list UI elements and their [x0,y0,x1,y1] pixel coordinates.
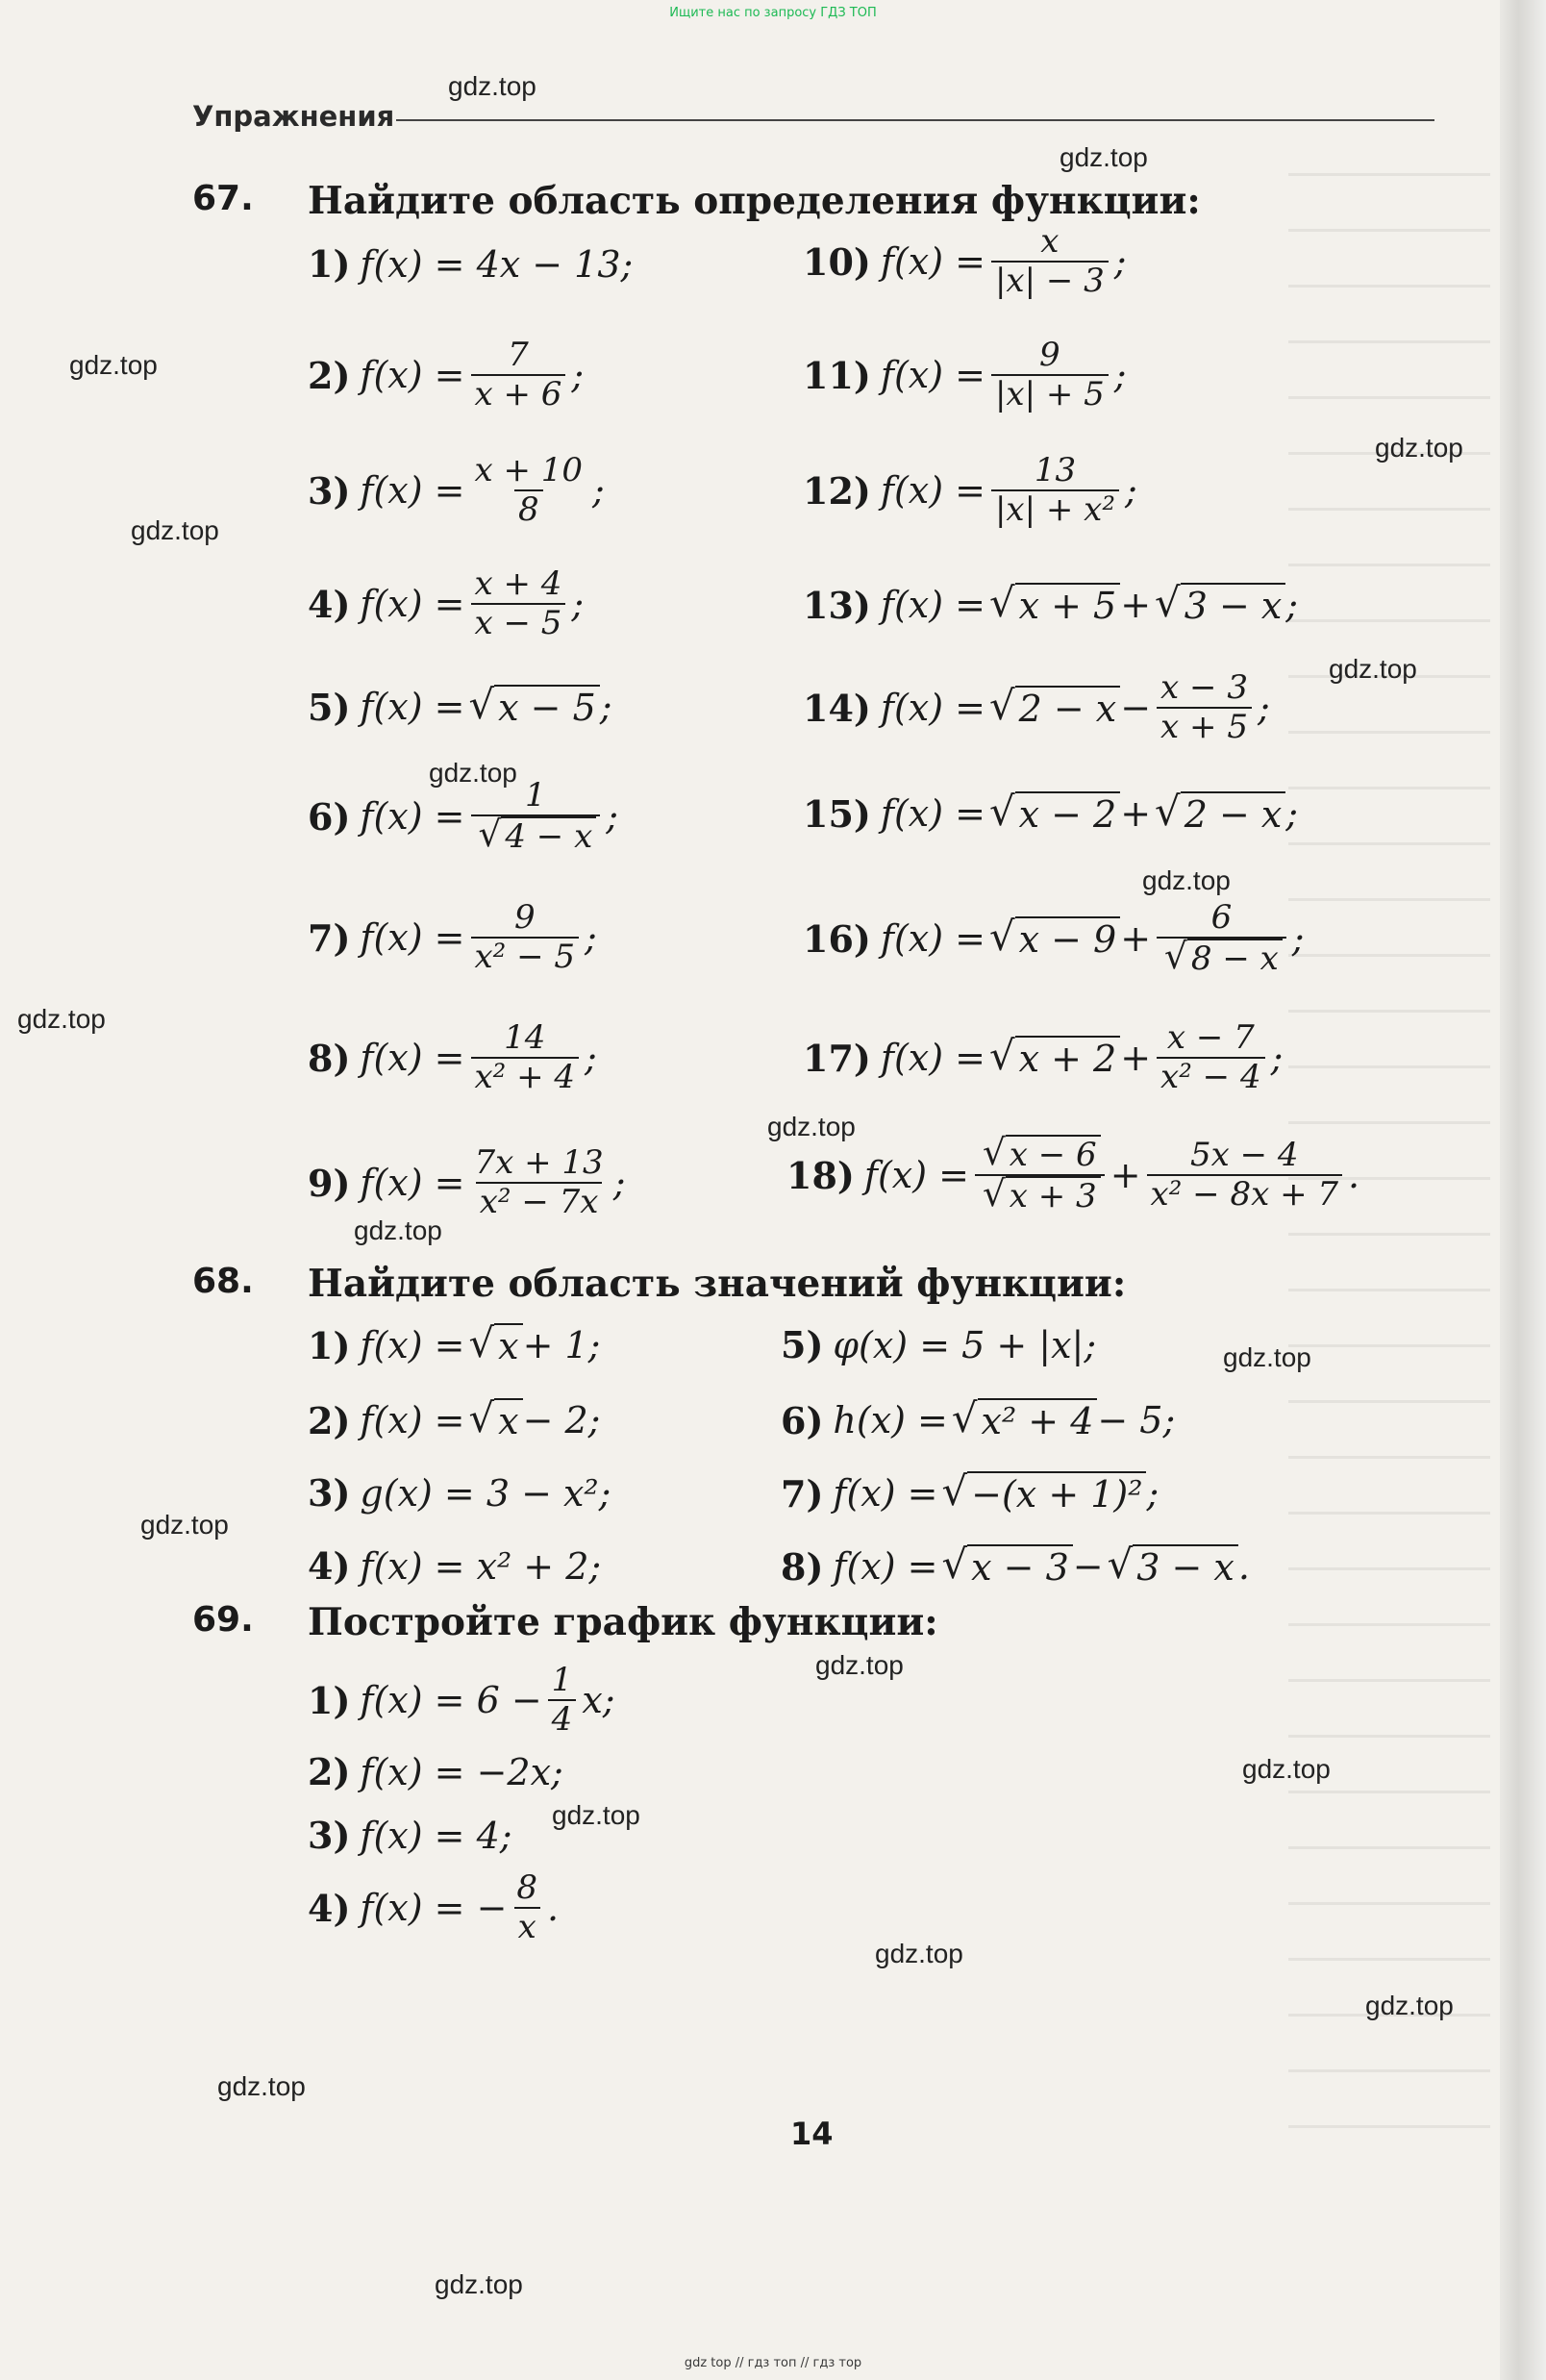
radical [988,913,1120,962]
numerator: x + 4 [474,564,562,603]
sqrt-icon: √ [982,1131,1006,1173]
item-label: 3) [308,1471,351,1515]
radical [1155,579,1285,627]
radicand: x + 5 [1015,583,1121,627]
radicand: 2 − x [1181,791,1286,836]
item-label: 11) [803,353,871,397]
formula-tail: ; [1257,687,1270,730]
exercise-item [308,1394,601,1442]
formula-lhs: f(x) = [360,1324,465,1366]
watermark: gdz.top [435,2269,523,2299]
item-label: 9) [308,1161,351,1205]
watermark: gdz.top [1223,1342,1311,1372]
denominator: x − 5 [471,603,566,642]
exercise-item [803,669,1270,746]
formula-operator: + [1120,792,1152,835]
formula: f(x) = −2x; [360,1750,563,1793]
denominator: x² − 7x [476,1182,603,1221]
exercise-item [781,1541,1250,1589]
sqrt-icon: √ [1155,579,1181,626]
sqrt-icon: √ [988,1032,1015,1080]
numerator: x [1040,222,1060,261]
exercise-item [781,1323,1096,1366]
radical [982,1172,1101,1216]
denominator: 4 [548,1699,577,1739]
item-label: 14) [803,686,871,730]
item-label: 3) [308,468,351,513]
formula-lhs: f(x) = [880,469,985,513]
item-label: 7) [308,915,351,960]
denominator: |x| − 3 [991,261,1109,300]
formula-lhs: f(x) = [880,354,985,397]
watermark: gdz.top [354,1215,442,1245]
denominator: x² − 5 [471,937,580,976]
denominator: x² + 4 [471,1057,580,1096]
formula-lhs: f(x) = [360,1037,465,1080]
formula-lhs: f(x) = [863,1154,969,1197]
formula-tail: . [547,1887,560,1930]
exercise-item [308,1319,601,1367]
formula-lhs: f(x) = [880,1037,985,1080]
numerator [975,1131,1105,1174]
fraction [512,1869,541,1946]
formula-lhs: f(x) = [360,916,465,960]
exercise-item [308,1869,559,1946]
radicand: x [494,1323,522,1367]
formula-lhs: f(x) = [360,1162,465,1205]
exercise-item [308,242,633,286]
sqrt-icon: √ [468,1394,495,1441]
section-title: Упражнения [192,100,395,133]
item-label: 1) [308,1323,351,1367]
denominator [471,814,601,856]
formula-tail: ; [1146,1472,1160,1515]
formula-tail: ; [592,469,605,513]
formula-operator: + [1120,1037,1152,1080]
radicand: x + 2 [1015,1036,1121,1080]
radicand: x² + 4 [978,1398,1098,1442]
formula-lhs: f(x) = [360,469,465,513]
fraction [471,565,566,642]
item-label: 4) [308,582,351,626]
formula-lhs: f(x) = [880,240,985,284]
denominator: |x| + 5 [991,374,1109,413]
formula-operator: + [1120,584,1152,626]
exercise-item [308,899,597,976]
formula: g(x) = 3 − x²; [360,1471,611,1515]
item-label: 7) [781,1471,824,1516]
formula-tail: . [1348,1154,1360,1197]
numerator: 13 [1034,451,1077,489]
item-label: 16) [803,916,871,961]
radicand: x − 6 [1006,1135,1101,1174]
radicand: 2 − x [1015,686,1121,730]
item-label: 2) [308,1398,351,1442]
denominator [1157,937,1286,978]
sqrt-icon: √ [988,788,1015,835]
radical [988,788,1120,836]
watermark: gdz.top [1365,1991,1454,2020]
exercise-item [781,1394,1176,1442]
formula: φ(x) = 5 + |x|; [833,1323,1097,1366]
watermark: gdz.top [1375,433,1463,463]
sqrt-icon: √ [941,1541,968,1588]
denominator [975,1174,1105,1215]
formula-tail: ; [571,354,585,397]
sqrt-icon: √ [941,1467,968,1515]
item-label: 12) [803,468,871,513]
fraction [471,337,566,413]
formula-lhs: f(x) = [360,1399,465,1441]
item-label: 8) [781,1544,824,1589]
item-label: 15) [803,791,871,836]
fraction [1147,1137,1342,1214]
radical [468,1319,523,1367]
numerator: 9 [513,898,536,937]
formula-tail: ; [1113,240,1127,284]
numerator: 7 [508,336,529,374]
exercise-item [308,565,584,642]
watermark: gdz.top [69,350,158,380]
exercise-item [308,1544,601,1588]
item-label: 6) [308,794,351,839]
item-label: 4) [308,1886,351,1930]
denominator: 8 [514,489,543,529]
exercise-item [308,1471,611,1515]
radical [982,1131,1101,1174]
fraction [471,777,601,856]
numerator: x − 7 [1166,1018,1255,1057]
fraction [991,337,1109,413]
numerator: 9 [1039,336,1060,374]
radical [941,1467,1147,1516]
formula-tail: ; [1124,469,1137,513]
formula-tail: ; [1291,917,1305,961]
radical [1155,788,1285,836]
formula-tail: ; [571,583,585,626]
radicand: 8 − x [1187,939,1283,978]
item-label: 4) [308,1544,351,1588]
radicand: 4 − x [501,816,596,856]
formula-tail: + 1; [522,1324,601,1366]
numerator: x − 3 [1160,668,1248,707]
formula-tail: ; [1113,354,1127,397]
formula-tail: ; [585,916,597,960]
formula-lhs: f(x) = [880,792,985,835]
item-label: 5) [308,685,351,729]
radical [1107,1541,1238,1589]
denominator: x + 6 [471,374,566,413]
exercise-item [308,1750,563,1793]
formula-lhs: f(x) = 6 − [360,1679,542,1722]
fraction [1157,1019,1265,1096]
item-label: 2) [308,353,351,397]
item-label: 18) [786,1153,855,1197]
exercise-title: Найдите область значений функции: [308,1262,1127,1306]
sqrt-icon: √ [1107,1541,1134,1588]
formula-lhs: f(x) = [360,686,465,728]
radicand: 3 − x [1181,583,1286,627]
formula-operator: + [1110,1154,1141,1197]
watermark: gdz.top [131,515,219,545]
item-label: 3) [308,1814,351,1857]
formula-lhs: f(x) = [360,354,465,397]
fraction [471,452,587,529]
exercise-item [803,899,1305,978]
formula-operator: − [1120,687,1152,730]
numerator: 7x + 13 [474,1143,604,1182]
formula-lhs: f(x) = [360,583,465,626]
radical [468,681,600,729]
sqrt-icon: √ [468,1319,495,1366]
denominator: x + 5 [1157,707,1252,746]
sqrt-icon: √ [478,813,502,856]
fraction [548,1662,577,1739]
exercise-item [308,452,605,529]
item-label: 17) [803,1036,871,1080]
exercise-item [308,777,618,856]
exercise-title: Найдите область определения функции: [308,179,1201,223]
radical [951,1394,1097,1442]
numerator: 6 [1210,898,1233,937]
radical [478,813,597,857]
formula: f(x) = 4; [360,1814,512,1857]
formula-tail: ; [612,1162,626,1205]
denominator: x [514,1907,540,1946]
sqrt-icon: √ [1155,788,1181,835]
exercise-item [308,1662,615,1739]
formula-lhs: f(x) = [880,687,985,730]
radicand: x − 5 [494,685,600,729]
radical [941,1541,1073,1589]
radicand: x − 9 [1015,916,1121,961]
item-label: 8) [308,1036,351,1080]
formula-lhs: f(x) = [880,584,985,626]
denominator: x² − 4 [1157,1057,1265,1096]
formula-tail: . [1237,1545,1250,1588]
formula-tail: ; [1285,792,1299,835]
exercise-item [308,337,584,413]
denominator: x² − 8x + 7 [1147,1174,1342,1214]
formula-lhs: f(x) = [833,1545,938,1588]
formula: f(x) = 4x − 13; [360,242,634,286]
item-label: 1) [308,1678,351,1722]
section-header [192,100,1434,135]
watermark: gdz.top [552,1800,640,1830]
numerator: 14 [504,1018,546,1057]
sqrt-icon: √ [988,913,1015,961]
sqrt-icon: √ [468,681,495,728]
exercise-item [803,337,1127,413]
page-edge-shadow [1500,0,1546,2380]
watermark: gdz.top [875,1939,963,1968]
numerator: 5x − 4 [1190,1136,1299,1174]
exercise-item [786,1131,1360,1216]
item-label: 5) [781,1323,824,1366]
radical [988,579,1120,627]
exercise-item [803,788,1299,836]
numerator: 1 [551,1661,573,1699]
radicand: 3 − x [1133,1544,1238,1589]
formula-lhs: f(x) = − [360,1887,508,1930]
watermark: gdz.top [140,1510,229,1540]
radical [988,1032,1120,1081]
watermark: gdz.top [815,1650,904,1680]
exercise-item [803,579,1299,627]
formula-tail: − 5; [1097,1399,1176,1441]
sqrt-icon: √ [988,682,1015,730]
radical [988,682,1120,731]
exercise-title: Постройте график функции: [308,1600,938,1644]
page-number: 14 [790,2116,834,2152]
fraction [1157,899,1286,978]
sqrt-icon: √ [1164,935,1187,978]
header-rule [396,119,1434,121]
formula-tail: ; [599,686,612,728]
radicand: x − 2 [1015,791,1121,836]
exercise-item [308,1814,512,1857]
exercise-number: 69. [192,1600,254,1640]
watermark: gdz.top [17,1004,106,1034]
watermark: gdz.top [1142,865,1231,895]
watermark: gdz.top [1242,1754,1331,1784]
item-label: 10) [803,239,871,284]
exercise-item [781,1467,1160,1516]
formula-tail: ; [1285,584,1299,626]
sqrt-icon: √ [951,1394,978,1441]
numerator: 1 [525,776,546,814]
item-label: 13) [803,583,871,627]
sqrt-icon: √ [982,1172,1006,1215]
exercise-item [308,1144,626,1221]
exercise-item [308,681,612,729]
denominator: |x| + x² [991,489,1119,529]
formula-tail: ; [585,1037,597,1080]
exercise-item [803,452,1137,529]
radical [468,1394,523,1442]
fraction [471,1144,608,1221]
footer-banner[interactable]: gdz top // гдз топ // гдз тор [684,2356,862,2370]
top-banner[interactable]: Ищите нас по запросу ГДЗ ТОП [669,6,877,20]
exercise-number: 67. [192,179,254,218]
item-label: 6) [781,1398,824,1442]
watermark: gdz.top [767,1112,856,1141]
formula-tail: − 2; [522,1399,601,1441]
formula-tail: ; [1270,1037,1284,1080]
watermark: gdz.top [217,2071,306,2101]
formula-tail: x; [582,1679,615,1722]
formula-lhs: f(x) = [360,795,465,839]
watermark: gdz.top [1060,142,1148,172]
numerator: 8 [516,1868,538,1907]
watermark: gdz.top [429,758,517,788]
radicand: −(x + 1)² [967,1471,1146,1516]
formula: f(x) = x² + 2; [360,1544,602,1588]
exercise-item [803,1019,1283,1096]
formula-operator: + [1120,917,1152,961]
exercise-item [803,223,1127,300]
exercise-number: 68. [192,1262,254,1301]
watermark: gdz.top [1329,654,1417,684]
fraction [975,1131,1105,1216]
radicand: x + 3 [1006,1176,1101,1215]
numerator: x + 10 [474,451,584,489]
fraction [471,899,580,976]
fraction [991,452,1119,529]
item-label: 1) [308,242,351,286]
watermark: gdz.top [448,71,536,101]
fraction [1157,669,1252,746]
sqrt-icon: √ [988,579,1015,626]
formula-lhs: f(x) = [880,917,985,961]
formula-lhs: f(x) = [833,1472,938,1515]
fraction [991,223,1109,300]
formula-operator: − [1072,1545,1104,1588]
radical [1164,935,1283,979]
item-label: 2) [308,1750,351,1793]
exercise-item [308,1019,597,1096]
formula-tail: ; [606,795,619,839]
formula-lhs: h(x) = [833,1399,948,1441]
fraction [471,1019,580,1096]
radicand: x − 3 [967,1544,1073,1589]
radicand: x [494,1398,522,1442]
